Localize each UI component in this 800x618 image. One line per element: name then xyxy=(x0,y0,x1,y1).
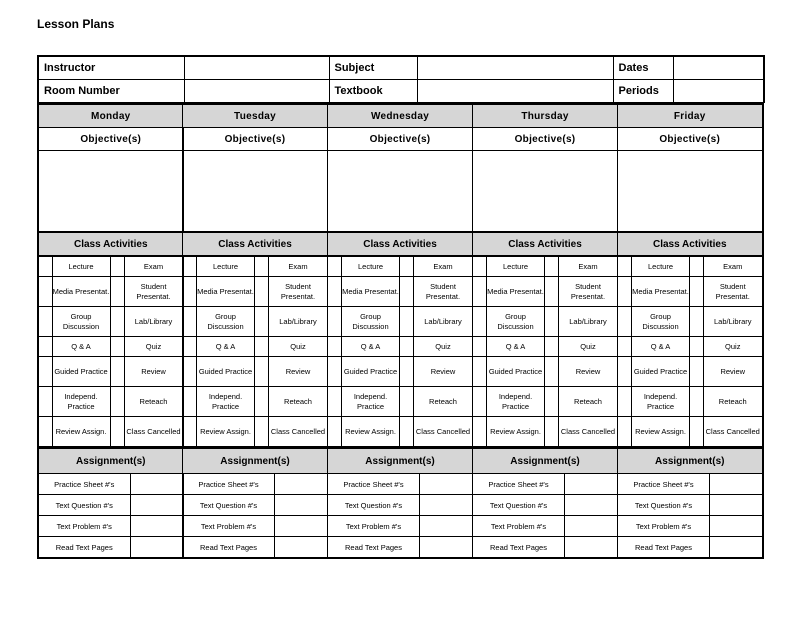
activity-label: Q & A xyxy=(487,337,545,357)
activity-label: Class Cancelled xyxy=(269,417,328,447)
assignment-label: Practice Sheet #'s xyxy=(473,474,565,495)
activity-checkbox[interactable] xyxy=(545,257,559,277)
activity-checkbox[interactable] xyxy=(183,337,197,357)
activity-checkbox[interactable] xyxy=(690,387,704,417)
assignment-label: Text Question #'s xyxy=(183,495,275,516)
activity-checkbox[interactable] xyxy=(545,307,559,337)
activity-checkbox[interactable] xyxy=(400,307,414,337)
activity-label: Group Discussion xyxy=(632,307,690,337)
activity-label: Review xyxy=(124,357,183,387)
assignment-field[interactable] xyxy=(710,537,763,559)
subject-field[interactable] xyxy=(417,56,613,80)
activity-checkbox[interactable] xyxy=(545,387,559,417)
activity-label: Lecture xyxy=(487,257,545,277)
activity-checkbox[interactable] xyxy=(38,337,52,357)
objectives-label: Objective(s) xyxy=(183,128,328,151)
activity-label: Guided Practice xyxy=(52,357,110,387)
activity-label: Guided Practice xyxy=(342,357,400,387)
activity-checkbox[interactable] xyxy=(255,257,269,277)
activity-label: Student Presentat. xyxy=(269,277,328,307)
activity-checkbox[interactable] xyxy=(255,337,269,357)
activity-label: Student Presentat. xyxy=(124,277,183,307)
activity-label: Student Presentat. xyxy=(414,277,473,307)
activity-label: Review Assign. xyxy=(52,417,110,447)
activity-label: Class Cancelled xyxy=(704,417,763,447)
day-name: Tuesday xyxy=(183,104,328,128)
page-title: Lesson Plans xyxy=(37,17,115,31)
activity-label: Lab/Library xyxy=(269,307,328,337)
assignment-field[interactable] xyxy=(420,495,473,516)
activity-label: Review xyxy=(559,357,618,387)
assignment-field[interactable] xyxy=(130,495,183,516)
activities-table xyxy=(327,256,473,447)
activity-label: Q & A xyxy=(52,337,110,357)
activity-label: Class Cancelled xyxy=(559,417,618,447)
activity-checkbox[interactable] xyxy=(690,337,704,357)
activity-label: Student Presentat. xyxy=(559,277,618,307)
assignment-label: Read Text Pages xyxy=(618,537,710,559)
objectives-field[interactable] xyxy=(618,151,763,233)
activity-checkbox[interactable] xyxy=(38,387,52,417)
activity-checkbox[interactable] xyxy=(255,307,269,337)
activity-checkbox[interactable] xyxy=(473,387,487,417)
assignments-table xyxy=(327,447,473,559)
class-activities-header: Class Activities xyxy=(618,232,763,256)
activities-table xyxy=(37,256,184,447)
day-table xyxy=(182,103,328,256)
activity-label: Group Discussion xyxy=(342,307,400,337)
day-column xyxy=(182,103,327,559)
assignment-field[interactable] xyxy=(130,516,183,537)
class-activities-header: Class Activities xyxy=(328,232,473,256)
assignments-header: Assignment(s) xyxy=(328,448,473,474)
assignment-label: Read Text Pages xyxy=(183,537,275,559)
objectives-field[interactable] xyxy=(38,151,183,233)
assignments-header: Assignment(s) xyxy=(183,448,328,474)
assignment-label: Text Problem #'s xyxy=(183,516,275,537)
assignment-field[interactable] xyxy=(130,537,183,559)
activity-label: Lab/Library xyxy=(559,307,618,337)
activity-checkbox[interactable] xyxy=(618,357,632,387)
activity-label: Review Assign. xyxy=(342,417,400,447)
activity-checkbox[interactable] xyxy=(473,307,487,337)
activity-label: Independ. Practice xyxy=(52,387,110,417)
assignment-field[interactable] xyxy=(565,495,618,516)
assignment-label: Text Question #'s xyxy=(38,495,130,516)
activity-label: Reteach xyxy=(704,387,763,417)
assignment-label: Practice Sheet #'s xyxy=(618,474,710,495)
activity-checkbox[interactable] xyxy=(110,387,124,417)
activity-label: Review xyxy=(704,357,763,387)
activity-checkbox[interactable] xyxy=(255,387,269,417)
activity-label: Lab/Library xyxy=(704,307,763,337)
objectives-field[interactable] xyxy=(328,151,473,233)
activity-label: Lab/Library xyxy=(414,307,473,337)
activity-label: Class Cancelled xyxy=(124,417,183,447)
days-grid xyxy=(37,103,764,559)
room-number-label: Room Number xyxy=(38,80,184,103)
activity-checkbox[interactable] xyxy=(400,387,414,417)
activity-label: Reteach xyxy=(559,387,618,417)
assignment-label: Text Question #'s xyxy=(473,495,565,516)
assignment-label: Text Question #'s xyxy=(328,495,420,516)
activity-checkbox[interactable] xyxy=(690,417,704,447)
day-table xyxy=(37,103,184,256)
activities-table xyxy=(617,256,764,447)
activity-checkbox[interactable] xyxy=(183,387,197,417)
activity-checkbox[interactable] xyxy=(183,277,197,307)
class-activities-header: Class Activities xyxy=(473,232,618,256)
room-number-field[interactable] xyxy=(184,80,329,103)
activity-checkbox[interactable] xyxy=(545,357,559,387)
activity-checkbox[interactable] xyxy=(473,337,487,357)
activity-checkbox[interactable] xyxy=(545,277,559,307)
activity-label: Lecture xyxy=(52,257,110,277)
activity-checkbox[interactable] xyxy=(110,277,124,307)
activity-checkbox[interactable] xyxy=(110,417,124,447)
objectives-label: Objective(s) xyxy=(473,128,618,151)
activity-checkbox[interactable] xyxy=(690,257,704,277)
activity-checkbox[interactable] xyxy=(328,337,342,357)
activity-checkbox[interactable] xyxy=(328,417,342,447)
assignment-field[interactable] xyxy=(565,537,618,559)
activity-checkbox[interactable] xyxy=(183,307,197,337)
activity-label: Review Assign. xyxy=(197,417,255,447)
activity-label: Media Presentat. xyxy=(342,277,400,307)
activity-checkbox[interactable] xyxy=(183,357,197,387)
activity-label: Media Presentat. xyxy=(487,277,545,307)
assignment-field[interactable] xyxy=(565,516,618,537)
activities-table xyxy=(472,256,618,447)
assignment-field[interactable] xyxy=(710,495,763,516)
activity-label: Q & A xyxy=(197,337,255,357)
assignments-header: Assignment(s) xyxy=(618,448,763,474)
day-column xyxy=(327,103,472,559)
activity-label: Lecture xyxy=(197,257,255,277)
activity-label: Exam xyxy=(414,257,473,277)
activity-label: Independ. Practice xyxy=(342,387,400,417)
activity-label: Student Presentat. xyxy=(704,277,763,307)
dates-label: Dates xyxy=(613,56,673,80)
textbook-field[interactable] xyxy=(417,80,613,103)
activity-checkbox[interactable] xyxy=(110,357,124,387)
activity-checkbox[interactable] xyxy=(545,337,559,357)
activity-checkbox[interactable] xyxy=(400,417,414,447)
objectives-field[interactable] xyxy=(473,151,618,233)
assignment-field[interactable] xyxy=(275,474,328,495)
class-activities-header: Class Activities xyxy=(38,232,183,256)
assignments-table xyxy=(37,447,184,559)
activity-checkbox[interactable] xyxy=(473,277,487,307)
subject-label: Subject xyxy=(329,56,417,80)
activity-checkbox[interactable] xyxy=(545,417,559,447)
assignments-table xyxy=(472,447,618,559)
assignment-label: Text Problem #'s xyxy=(618,516,710,537)
assignment-label: Text Problem #'s xyxy=(473,516,565,537)
activity-checkbox[interactable] xyxy=(473,257,487,277)
activity-checkbox[interactable] xyxy=(255,417,269,447)
assignments-header: Assignment(s) xyxy=(38,448,183,474)
activity-label: Quiz xyxy=(124,337,183,357)
instructor-label: Instructor xyxy=(38,56,184,80)
activity-label: Group Discussion xyxy=(487,307,545,337)
activity-label: Quiz xyxy=(704,337,763,357)
assignment-label: Read Text Pages xyxy=(473,537,565,559)
dates-field[interactable] xyxy=(673,56,764,80)
objectives-label: Objective(s) xyxy=(618,128,763,151)
activity-label: Review xyxy=(269,357,328,387)
activity-checkbox[interactable] xyxy=(110,307,124,337)
activity-checkbox[interactable] xyxy=(38,307,52,337)
objectives-field[interactable] xyxy=(183,151,328,233)
activity-label: Independ. Practice xyxy=(197,387,255,417)
activity-checkbox[interactable] xyxy=(618,257,632,277)
activity-label: Independ. Practice xyxy=(632,387,690,417)
objectives-label: Objective(s) xyxy=(328,128,473,151)
activity-checkbox[interactable] xyxy=(328,357,342,387)
activity-checkbox[interactable] xyxy=(183,417,197,447)
assignment-field[interactable] xyxy=(420,537,473,559)
activity-label: Q & A xyxy=(342,337,400,357)
activity-label: Guided Practice xyxy=(197,357,255,387)
activity-checkbox[interactable] xyxy=(110,337,124,357)
activity-label: Review xyxy=(414,357,473,387)
activity-label: Quiz xyxy=(414,337,473,357)
assignment-label: Read Text Pages xyxy=(38,537,130,559)
activity-checkbox[interactable] xyxy=(690,357,704,387)
activity-label: Reteach xyxy=(414,387,473,417)
day-table xyxy=(472,103,618,256)
assignments-table xyxy=(617,447,764,559)
activity-label: Lecture xyxy=(632,257,690,277)
assignment-field[interactable] xyxy=(275,516,328,537)
day-table xyxy=(327,103,473,256)
activity-checkbox[interactable] xyxy=(183,257,197,277)
assignments-header: Assignment(s) xyxy=(473,448,618,474)
day-name: Wednesday xyxy=(328,104,473,128)
activity-checkbox[interactable] xyxy=(473,357,487,387)
day-name: Friday xyxy=(618,104,763,128)
assignment-field[interactable] xyxy=(420,474,473,495)
activity-label: Quiz xyxy=(559,337,618,357)
activity-checkbox[interactable] xyxy=(473,417,487,447)
textbook-label: Textbook xyxy=(329,80,417,103)
activity-checkbox[interactable] xyxy=(618,387,632,417)
activity-checkbox[interactable] xyxy=(328,387,342,417)
assignment-field[interactable] xyxy=(710,474,763,495)
objectives-label: Objective(s) xyxy=(38,128,183,151)
activity-label: Review Assign. xyxy=(487,417,545,447)
activity-label: Independ. Practice xyxy=(487,387,545,417)
assignment-field[interactable] xyxy=(130,474,183,495)
day-column xyxy=(472,103,617,559)
activity-label: Lecture xyxy=(342,257,400,277)
activity-label: Class Cancelled xyxy=(414,417,473,447)
activity-label: Reteach xyxy=(124,387,183,417)
day-name: Thursday xyxy=(473,104,618,128)
activity-label: Exam xyxy=(269,257,328,277)
activity-checkbox[interactable] xyxy=(618,337,632,357)
activity-checkbox[interactable] xyxy=(618,307,632,337)
activity-label: Exam xyxy=(559,257,618,277)
class-activities-header: Class Activities xyxy=(183,232,328,256)
activities-table xyxy=(182,256,328,447)
activity-label: Reteach xyxy=(269,387,328,417)
activity-checkbox[interactable] xyxy=(328,307,342,337)
activity-checkbox[interactable] xyxy=(38,357,52,387)
activity-checkbox[interactable] xyxy=(618,277,632,307)
activity-label: Media Presentat. xyxy=(52,277,110,307)
activity-label: Exam xyxy=(124,257,183,277)
activity-checkbox[interactable] xyxy=(690,307,704,337)
day-column xyxy=(617,103,762,559)
assignment-label: Read Text Pages xyxy=(328,537,420,559)
periods-field[interactable] xyxy=(673,80,764,103)
day-column xyxy=(37,103,182,559)
activity-checkbox[interactable] xyxy=(255,357,269,387)
assignment-label: Practice Sheet #'s xyxy=(328,474,420,495)
activity-checkbox[interactable] xyxy=(400,277,414,307)
day-name: Monday xyxy=(38,104,183,128)
activity-checkbox[interactable] xyxy=(38,257,52,277)
activity-checkbox[interactable] xyxy=(618,417,632,447)
assignment-label: Text Question #'s xyxy=(618,495,710,516)
activity-label: Guided Practice xyxy=(632,357,690,387)
header-info-table xyxy=(37,55,765,103)
assignment-field[interactable] xyxy=(710,516,763,537)
activity-checkbox[interactable] xyxy=(400,337,414,357)
assignment-label: Practice Sheet #'s xyxy=(38,474,130,495)
activity-checkbox[interactable] xyxy=(110,257,124,277)
activity-label: Group Discussion xyxy=(197,307,255,337)
day-table xyxy=(617,103,764,256)
instructor-field[interactable] xyxy=(184,56,329,80)
activity-checkbox[interactable] xyxy=(38,417,52,447)
activity-label: Review Assign. xyxy=(632,417,690,447)
activity-label: Lab/Library xyxy=(124,307,183,337)
activity-label: Group Discussion xyxy=(52,307,110,337)
assignment-field[interactable] xyxy=(565,474,618,495)
activity-label: Guided Practice xyxy=(487,357,545,387)
activity-label: Exam xyxy=(704,257,763,277)
activity-checkbox[interactable] xyxy=(690,277,704,307)
assignments-table xyxy=(182,447,328,559)
assignment-label: Text Problem #'s xyxy=(38,516,130,537)
assignment-field[interactable] xyxy=(420,516,473,537)
assignment-label: Text Problem #'s xyxy=(328,516,420,537)
activity-checkbox[interactable] xyxy=(255,277,269,307)
activity-checkbox[interactable] xyxy=(400,257,414,277)
activity-label: Quiz xyxy=(269,337,328,357)
activity-label: Q & A xyxy=(632,337,690,357)
assignment-field[interactable] xyxy=(275,537,328,559)
activity-checkbox[interactable] xyxy=(328,257,342,277)
assignment-label: Practice Sheet #'s xyxy=(183,474,275,495)
activity-checkbox[interactable] xyxy=(328,277,342,307)
activity-checkbox[interactable] xyxy=(38,277,52,307)
activity-label: Media Presentat. xyxy=(197,277,255,307)
activity-label: Media Presentat. xyxy=(632,277,690,307)
assignment-field[interactable] xyxy=(275,495,328,516)
periods-label: Periods xyxy=(613,80,673,103)
activity-checkbox[interactable] xyxy=(400,357,414,387)
